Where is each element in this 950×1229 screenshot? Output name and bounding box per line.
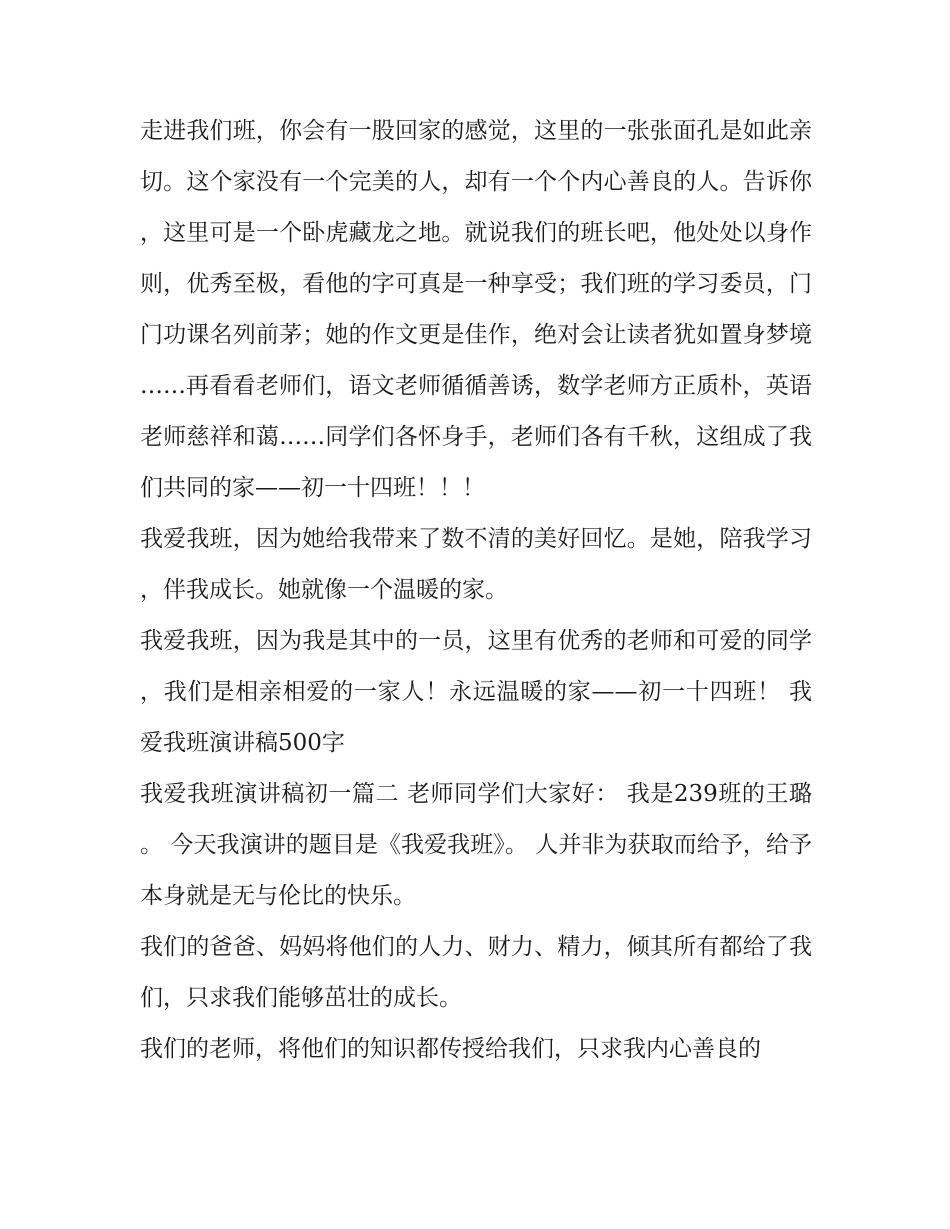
paragraph-teachers: 我们的老师，将他们的知识都传授给我们，只求我内心善良的 <box>140 1036 761 1062</box>
paragraph-member: 我爱我班，因为我是其中的一员，这里有优秀的老师和可爱的同学，我们是相亲相爱的一家人！永远温暖的家——初一十四班！ 我爱我班演讲稿500字 <box>140 628 812 756</box>
document-body <box>140 106 812 1075</box>
paragraph-class-intro: 走进我们班，你会有一股回家的感觉，这里的一张张面孔是如此亲切。这个家没有一个完美的人，却有一个个内心善良的人。告诉你，这里可是一个卧虎藏龙之地。就说我们的班长吧，他处处以身作则，优秀至极，看他的字可真是一种享受；我们班的学习委员，门门功课名列前茅；她的作文更是佳作，绝对会让读者犹如置身梦境……再看看老师们，语文老师循循善诱，数学老师方正质朴，英语老师慈祥和蔼……同学们各怀身手，老师们各有千秋，这组成了我们共同的家——初一十四班！！！ <box>140 118 812 501</box>
paragraph-parents: 我们的爸爸、妈妈将他们的人力、财力、精力，倾其所有都给了我们，只求我们能够茁壮的成长。 <box>140 934 812 1011</box>
paragraph-memories: 我爱我班，因为她给我带来了数不清的美好回忆。是她，陪我学习，伴我成长。她就像一个温暖的家。 <box>140 526 812 603</box>
paragraph-speech-two: 我爱我班演讲稿初一篇二 老师同学们大家好： 我是239班的王璐。 今天我演讲的题目是《我爱我班》。 人并非为获取而给予，给予本身就是无与伦比的快乐。 <box>140 781 812 909</box>
